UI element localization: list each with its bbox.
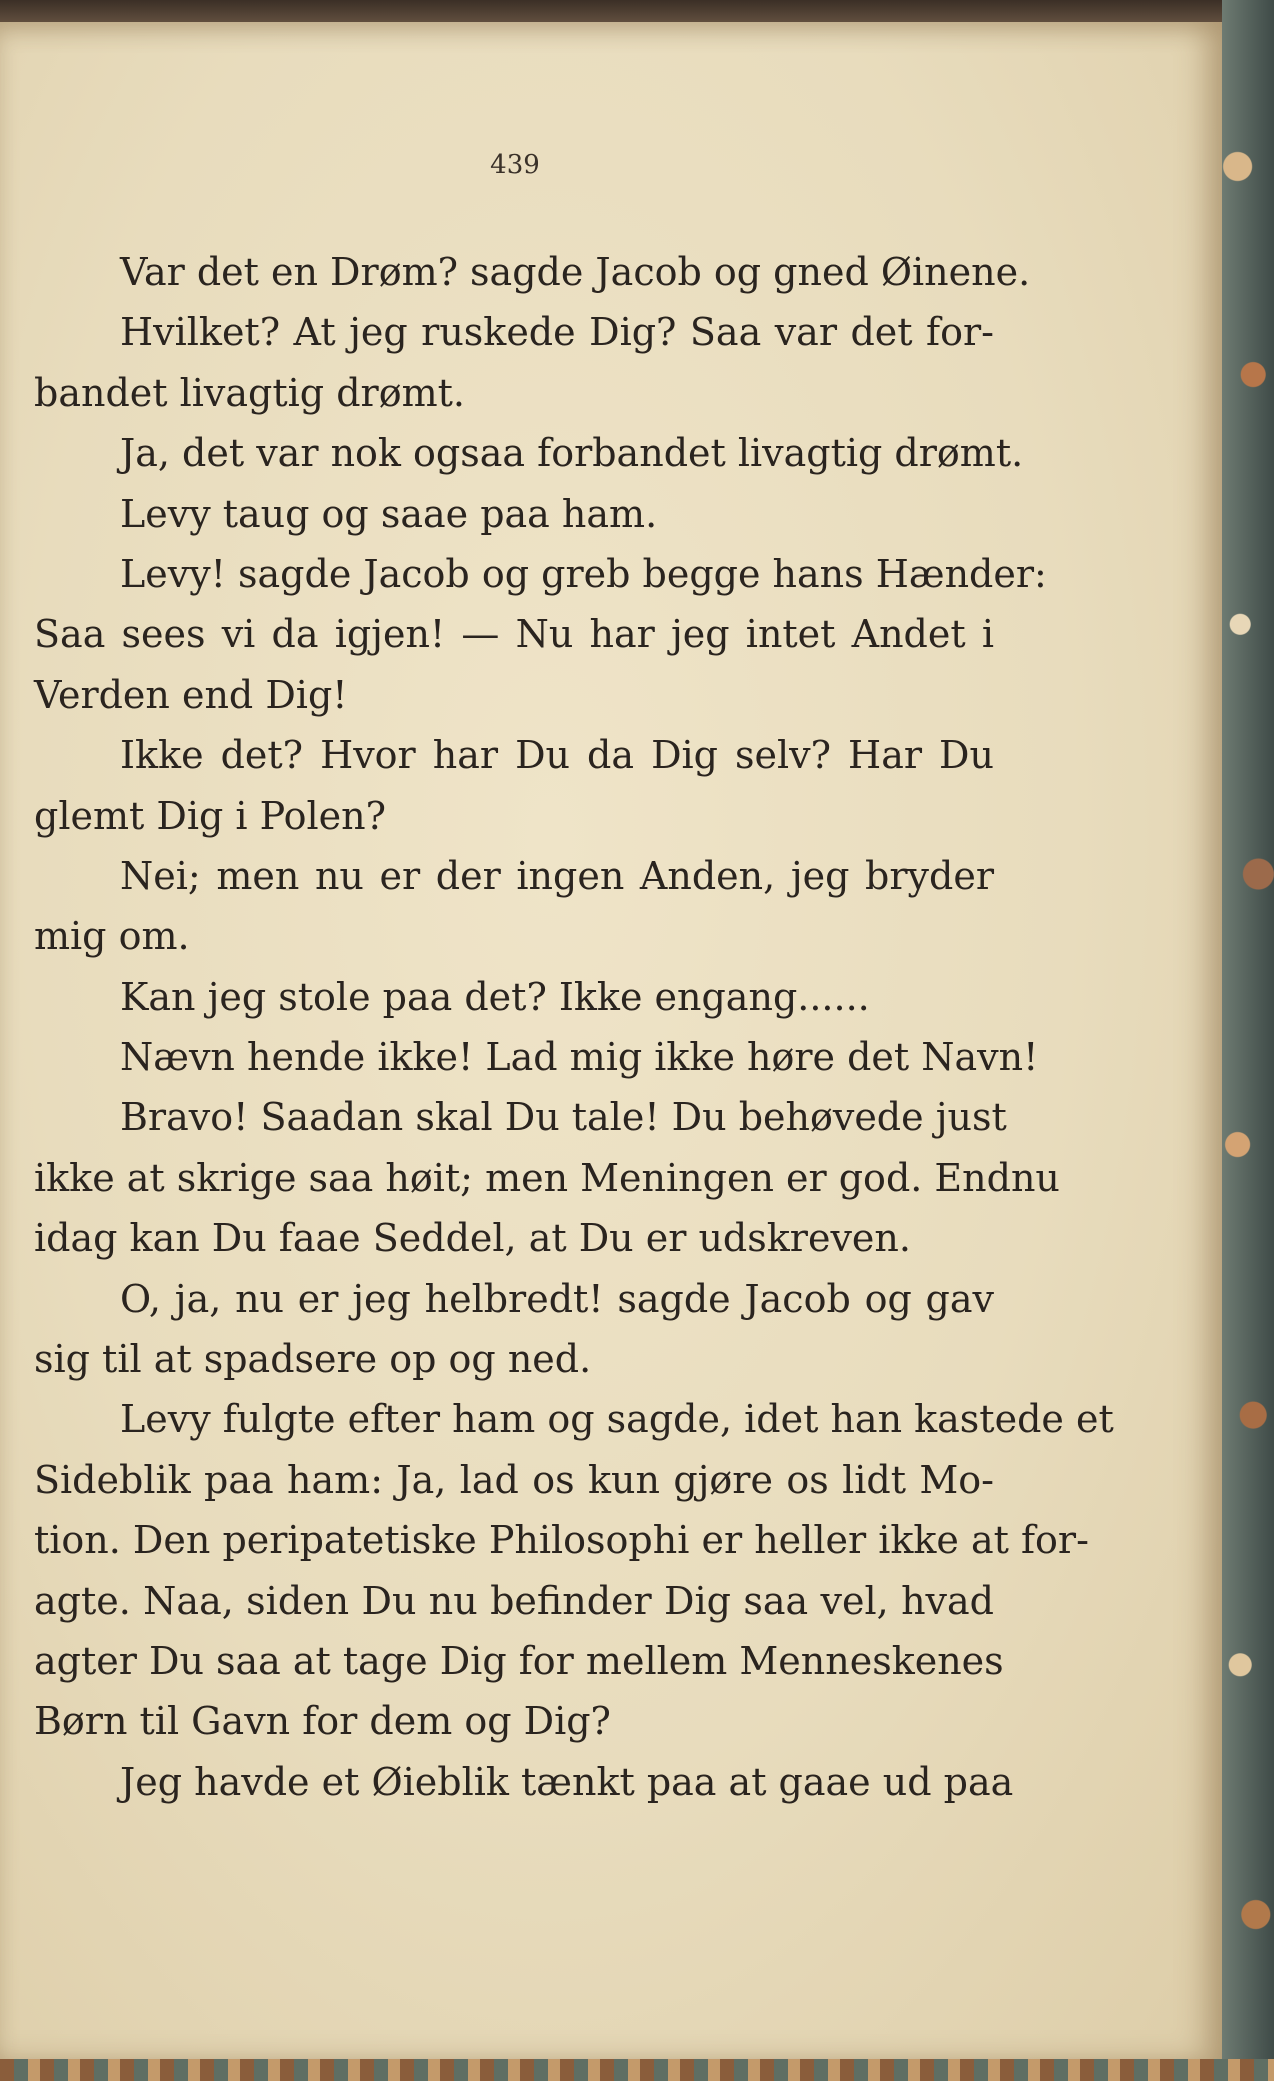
text-line: Jeg havde et Øieblik tænkt paa at gaae ud paa (120, 1759, 1014, 1804)
text-line: mig om. (34, 914, 190, 959)
text-line: ikke at skrige saa høit; men Meningen er god. Endnu (34, 1155, 1060, 1200)
text-line: sig til at spadsere op og ned. (34, 1337, 592, 1382)
text-line: Verden end Dig! (34, 672, 348, 717)
text-line: agter Du saa at tage Dig for mellem Menneskenes (34, 1638, 1004, 1683)
text-line: Hvilket? At jeg ruskede Dig? Saa var det for- (120, 310, 994, 355)
book-page (0, 22, 1222, 2061)
text-line: Levy! sagde Jacob og greb begge hans Hænder: (120, 551, 1047, 596)
marbled-page-edge (1222, 0, 1274, 2081)
text-line: Børn til Gavn for dem og Dig? (34, 1699, 611, 1744)
text-line: tion. Den peripatetiske Philosophi er heller ikke at for- (34, 1518, 1089, 1563)
text-line: Levy fulgte efter ham og sagde, idet han kastede et (120, 1397, 1114, 1442)
text-line: agte. Naa, siden Du nu befinder Dig saa vel, hvad (34, 1578, 994, 1623)
text-line: Saa sees vi da igjen! — Nu har jeg intet Andet i (34, 612, 994, 657)
text-line: Kan jeg stole paa det? Ikke engang...... (120, 974, 870, 1019)
text-line: O, ja, nu er jeg helbredt! sagde Jacob og gav (120, 1276, 994, 1321)
text-line: Sideblik paa ham: Ja, lad os kun gjøre os lidt Mo- (34, 1457, 994, 1502)
text-line: Nei; men nu er der ingen Anden, jeg bryder (120, 853, 994, 898)
book-bottom-edge (0, 2059, 1274, 2081)
page-number: 439 (490, 150, 540, 180)
text-line: glemt Dig i Polen? (34, 793, 387, 838)
text-line: Levy taug og saae paa ham. (120, 491, 658, 536)
text-line: Nævn hende ikke! Lad mig ikke høre det Navn! (120, 1035, 1039, 1080)
text-line: Ja, det var nok ogsaa forbandet livagtig drømt. (120, 431, 1024, 476)
text-line: idag kan Du faae Seddel, at Du er udskreven. (34, 1216, 911, 1261)
text-line: Ikke det? Hvor har Du da Dig selv? Har Du (120, 733, 994, 778)
text-line: bandet livagtig drømt. (34, 370, 465, 415)
text-line: Bravo! Saadan skal Du tale! Du behøvede just (120, 1095, 1007, 1140)
text-line: Var det en Drøm? sagde Jacob og gned Øinene. (120, 250, 1031, 294)
page-text (34, 242, 1114, 1812)
